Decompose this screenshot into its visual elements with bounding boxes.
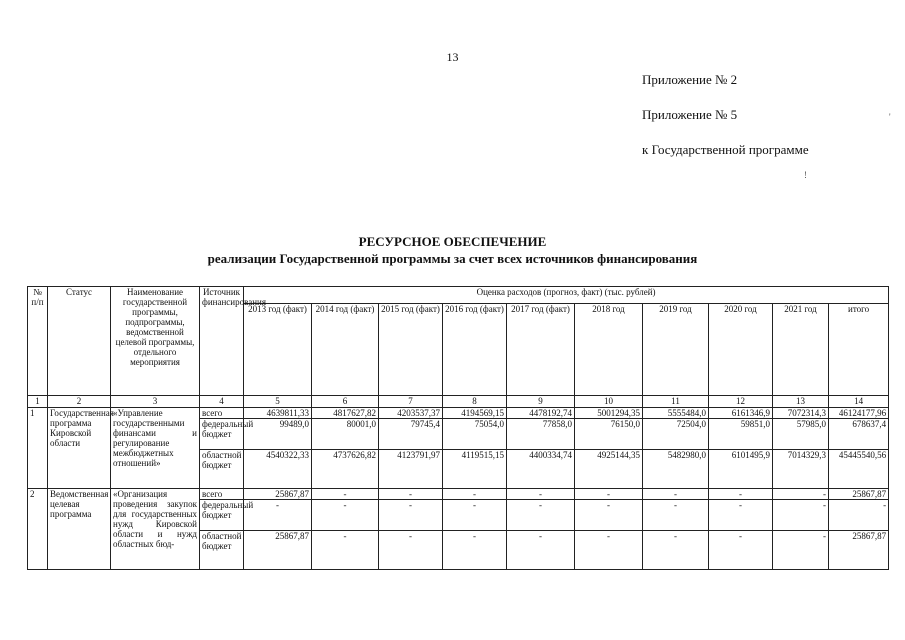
header-year: 2018 год — [575, 304, 643, 396]
value-cell: - — [379, 531, 443, 570]
value-cell: 4925144,35 — [575, 450, 643, 489]
column-number: 1 — [28, 396, 48, 408]
row-name: «Управление государственными финансами и регулирование межбюджетных отношений» — [111, 408, 200, 489]
value-cell: 80001,0 — [312, 419, 379, 450]
value-cell: - — [443, 489, 507, 500]
value-cell: 45445540,56 — [829, 450, 889, 489]
row-no: 1 — [28, 408, 48, 489]
value-cell: 7072314,3 — [773, 408, 829, 419]
value-cell: - — [709, 531, 773, 570]
value-cell: - — [773, 500, 829, 531]
value-cell: 46124177,96 — [829, 408, 889, 419]
document-subtitle: реализации Государственной программы за счет всех источников финансирования — [207, 251, 698, 266]
value-cell: - — [829, 500, 889, 531]
value-cell: 4194569,15 — [443, 408, 507, 419]
header-no: № п/п — [28, 287, 48, 396]
row-source: областной бюджет — [200, 450, 244, 489]
value-cell: - — [709, 489, 773, 500]
column-number: 14 — [829, 396, 889, 408]
header-costs: Оценка расходов (прогноз, факт) (тыс. рублей) — [244, 287, 889, 304]
value-cell: - — [575, 500, 643, 531]
row-source: всего — [200, 408, 244, 419]
row-name: «Организация проведения закупок для государственных нужд Кировской области и нужд областных бюд- — [111, 489, 200, 570]
header-year: 2013 год (факт) — [244, 304, 312, 396]
row-source: федеральный бюджет — [200, 419, 244, 450]
value-cell: - — [507, 500, 575, 531]
value-cell: 4203537,37 — [379, 408, 443, 419]
header-year: 2020 год — [709, 304, 773, 396]
appendix-line: к Государственной программе — [642, 142, 809, 157]
value-cell: 6161346,9 — [709, 408, 773, 419]
header-source: Источник финансирования — [200, 287, 244, 396]
value-cell: 77858,0 — [507, 419, 575, 450]
row-no: 2 — [28, 489, 48, 570]
column-numbers-row — [28, 396, 889, 408]
value-cell: 99489,0 — [244, 419, 312, 450]
value-cell: 4119515,15 — [443, 450, 507, 489]
scan-artifact: ! — [804, 170, 807, 180]
column-number: 10 — [575, 396, 643, 408]
column-number: 11 — [643, 396, 709, 408]
table-row — [28, 489, 889, 500]
header-year: 2019 год — [643, 304, 709, 396]
value-cell: 5001294,35 — [575, 408, 643, 419]
header-year: 2016 год (факт) — [443, 304, 507, 396]
value-cell: 7014329,3 — [773, 450, 829, 489]
row-status: Государственная программа Кировской области — [48, 408, 111, 489]
appendix-line: Приложение № 2 — [642, 72, 738, 87]
value-cell: - — [443, 500, 507, 531]
value-cell: 4737626,82 — [312, 450, 379, 489]
header-year: 2017 год (факт) — [507, 304, 575, 396]
header-year: 2014 год (факт) — [312, 304, 379, 396]
value-cell: - — [244, 500, 312, 531]
column-number: 4 — [200, 396, 244, 408]
value-cell: 4639811,33 — [244, 408, 312, 419]
header-year: 2021 год — [773, 304, 829, 396]
column-number: 5 — [244, 396, 312, 408]
value-cell: 4817627,82 — [312, 408, 379, 419]
value-cell: - — [643, 489, 709, 500]
header-row — [28, 287, 889, 304]
value-cell: 25867,87 — [829, 531, 889, 570]
value-cell: - — [379, 500, 443, 531]
value-cell: 5482980,0 — [643, 450, 709, 489]
column-number: 12 — [709, 396, 773, 408]
value-cell: - — [312, 531, 379, 570]
row-source: федеральный бюджет — [200, 500, 244, 531]
value-cell: 25867,87 — [829, 489, 889, 500]
value-cell: - — [575, 489, 643, 500]
column-number: 8 — [443, 396, 507, 408]
value-cell: - — [379, 489, 443, 500]
value-cell: 25867,87 — [244, 489, 312, 500]
header-status: Статус — [48, 287, 111, 396]
row-status: Ведомственная целевая программа — [48, 489, 111, 570]
table-row — [28, 408, 889, 419]
resource-table — [27, 286, 889, 570]
value-cell: 57985,0 — [773, 419, 829, 450]
value-cell: 72504,0 — [643, 419, 709, 450]
column-number: 6 — [312, 396, 379, 408]
value-cell: - — [507, 489, 575, 500]
header-total: итого — [829, 304, 889, 396]
scan-artifact: ' — [889, 112, 891, 122]
row-source: областной бюджет — [200, 531, 244, 570]
value-cell: 59851,0 — [709, 419, 773, 450]
value-cell: - — [773, 531, 829, 570]
column-number: 13 — [773, 396, 829, 408]
column-number: 2 — [48, 396, 111, 408]
value-cell: 4540322,33 — [244, 450, 312, 489]
header-name: Наименование государственной программы, подпрограммы, ведомственной целевой программы, отдельного мероприятия — [111, 287, 200, 396]
header-year: 2015 год (факт) — [379, 304, 443, 396]
value-cell: 4123791,97 — [379, 450, 443, 489]
value-cell: 79745,4 — [379, 419, 443, 450]
value-cell: - — [443, 531, 507, 570]
column-number: 7 — [379, 396, 443, 408]
value-cell: 4478192,74 — [507, 408, 575, 419]
column-number: 9 — [507, 396, 575, 408]
row-source: всего — [200, 489, 244, 500]
value-cell: - — [643, 531, 709, 570]
appendix-line: Приложение № 5 — [642, 107, 738, 122]
value-cell: - — [312, 500, 379, 531]
value-cell: 76150,0 — [575, 419, 643, 450]
value-cell: - — [312, 489, 379, 500]
page-number: 13 — [446, 50, 459, 64]
value-cell: - — [709, 500, 773, 531]
value-cell: 4400334,74 — [507, 450, 575, 489]
value-cell: 5555484,0 — [643, 408, 709, 419]
value-cell: 25867,87 — [244, 531, 312, 570]
value-cell: - — [507, 531, 575, 570]
value-cell: - — [643, 500, 709, 531]
value-cell: 75054,0 — [443, 419, 507, 450]
value-cell: 678637,4 — [829, 419, 889, 450]
column-number: 3 — [111, 396, 200, 408]
value-cell: - — [575, 531, 643, 570]
value-cell: 6101495,9 — [709, 450, 773, 489]
document-title: РЕСУРСНОЕ ОБЕСПЕЧЕНИЕ — [358, 234, 547, 249]
value-cell: - — [773, 489, 829, 500]
